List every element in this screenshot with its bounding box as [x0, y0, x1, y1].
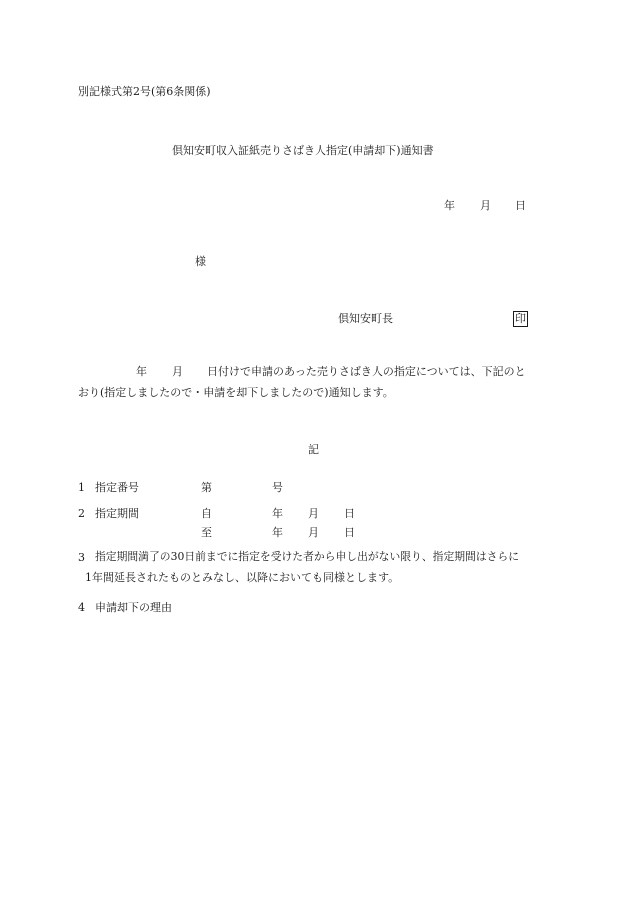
- item3-line1: 指定期間満了の30日前までに指定を受けた者から申し出がない限り、指定期間はさらに: [95, 550, 520, 563]
- item2-to-month: 月: [308, 526, 319, 539]
- body-year: 年: [136, 365, 147, 378]
- item2-to: 至: [201, 526, 212, 539]
- item2-from-year: 年: [272, 507, 283, 520]
- addressee-suffix: 様: [195, 255, 206, 268]
- body-month: 月: [172, 365, 183, 378]
- seal-mark: [513, 311, 528, 327]
- date-day: 日: [515, 199, 526, 212]
- item1-number: 1: [78, 481, 85, 494]
- issuer-name: 倶知安町長: [338, 312, 393, 325]
- item2-label: 指定期間: [95, 507, 139, 520]
- document-title: 倶知安町収入証紙売りさばき人指定(申請却下)通知書: [172, 144, 434, 157]
- item2-from-day: 日: [344, 507, 355, 520]
- item4-number: 4: [78, 601, 85, 614]
- item2-from-month: 月: [308, 507, 319, 520]
- ki-heading: 記: [308, 443, 319, 456]
- item1-suffix: 号: [272, 481, 283, 494]
- item1-prefix: 第: [201, 481, 212, 494]
- seal-icon: 印: [515, 312, 526, 325]
- item3-number: 3: [78, 551, 85, 564]
- form-reference: 別記様式第2号(第6条関係): [78, 85, 211, 98]
- item2-to-day: 日: [344, 526, 355, 539]
- item3-line2: 1年間延長されたものとみなし、以降においても同様とします。: [85, 571, 400, 584]
- date-year: 年: [444, 199, 455, 212]
- body-line1: 日付けで申請のあった売りさばき人の指定については、下記のと: [207, 365, 526, 378]
- item2-to-year: 年: [272, 526, 283, 539]
- item2-number: 2: [78, 507, 85, 520]
- body-line2: おり(指定しましたので・申請を却下しましたので)通知します。: [78, 386, 394, 399]
- date-month: 月: [480, 199, 491, 212]
- item2-from: 自: [201, 507, 212, 520]
- item1-label: 指定番号: [95, 481, 139, 494]
- item4-label: 申請却下の理由: [95, 601, 172, 614]
